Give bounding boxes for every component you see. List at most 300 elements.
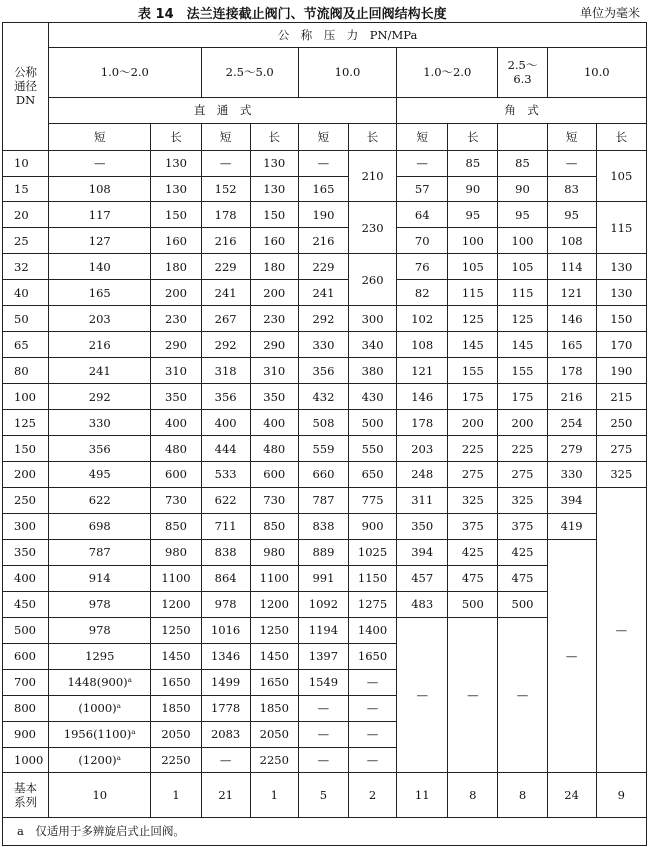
value-cell: 90 xyxy=(498,176,547,202)
value-cell: 216 xyxy=(201,228,250,254)
table-row xyxy=(3,384,647,410)
dn-cell: 1000 xyxy=(3,747,49,773)
value-cell: 325 xyxy=(448,487,498,513)
base-series-row xyxy=(3,773,647,817)
value-cell: 419 xyxy=(547,513,596,539)
value-cell: 2050 xyxy=(250,721,298,747)
dn-cell: 150 xyxy=(3,436,49,462)
dn-cell: 25 xyxy=(3,228,49,254)
footnote: a 仅适用于多辨旋启式止回阀。 xyxy=(3,817,647,845)
value-cell: 356 xyxy=(49,436,151,462)
value-cell: 105 xyxy=(448,254,498,280)
value-cell: — xyxy=(397,150,448,176)
value-cell: — xyxy=(298,695,348,721)
value-cell: 400 xyxy=(151,410,201,436)
table-row xyxy=(3,176,647,202)
value-cell: 711 xyxy=(201,513,250,539)
footnote-row xyxy=(3,817,647,845)
range-header: 10.0 xyxy=(298,47,396,97)
value-cell: 1295 xyxy=(49,643,151,669)
unit-label: 单位为毫米 xyxy=(579,6,640,20)
value-cell: 125 xyxy=(448,306,498,332)
value-cell: 480 xyxy=(250,436,298,462)
value-cell: 215 xyxy=(596,384,646,410)
value-cell: 1956(1100)ᵃ xyxy=(49,721,151,747)
value-cell: — xyxy=(348,695,396,721)
value-cell: 318 xyxy=(201,358,250,384)
dn-cell: 900 xyxy=(3,721,49,747)
value-cell: 500 xyxy=(448,591,498,617)
value-cell: 475 xyxy=(498,565,547,591)
value-cell: 325 xyxy=(498,487,547,513)
value-cell: 325 xyxy=(596,462,646,488)
dn-cell: 400 xyxy=(3,565,49,591)
value-cell: 330 xyxy=(298,332,348,358)
value-cell: 216 xyxy=(298,228,348,254)
value-cell: 200 xyxy=(498,410,547,436)
value-cell: 1448(900)ᵃ xyxy=(49,669,151,695)
value-cell: — xyxy=(298,747,348,773)
dn-cell: 300 xyxy=(3,513,49,539)
value-cell: — xyxy=(348,721,396,747)
value-cell: 1650 xyxy=(151,669,201,695)
value-cell: 980 xyxy=(151,539,201,565)
table-row xyxy=(3,202,647,228)
table-row xyxy=(3,487,647,513)
value-cell: 64 xyxy=(397,202,448,228)
dn-cell: 100 xyxy=(3,384,49,410)
value-cell: 178 xyxy=(201,202,250,228)
value-cell: 500 xyxy=(498,591,547,617)
value-cell: 430 xyxy=(348,384,396,410)
value-cell: 290 xyxy=(151,332,201,358)
long-header: 长 xyxy=(348,123,396,150)
value-cell: 1016 xyxy=(201,617,250,643)
value-cell: 1250 xyxy=(250,617,298,643)
value-cell: 152 xyxy=(201,176,250,202)
table-row xyxy=(3,332,647,358)
value-cell: 83 xyxy=(547,176,596,202)
value-cell: 394 xyxy=(547,487,596,513)
table-row xyxy=(3,280,647,306)
value-cell: 457 xyxy=(397,565,448,591)
base-series-label: 基本 系列 xyxy=(3,773,49,817)
base-series-value: 21 xyxy=(201,773,250,817)
value-cell: 600 xyxy=(250,462,298,488)
value-cell: 356 xyxy=(298,358,348,384)
value-cell: 330 xyxy=(547,462,596,488)
blank-header xyxy=(498,123,547,150)
value-cell: 130 xyxy=(250,176,298,202)
dn-cell: 500 xyxy=(3,617,49,643)
base-series-value: 8 xyxy=(448,773,498,817)
value-cell: 102 xyxy=(397,306,448,332)
value-cell: 1100 xyxy=(250,565,298,591)
value-cell: 330 xyxy=(49,410,151,436)
value-cell: — xyxy=(298,150,348,176)
value-cell: 216 xyxy=(49,332,151,358)
value-cell: 2050 xyxy=(151,721,201,747)
table-row xyxy=(3,254,647,280)
value-cell: 292 xyxy=(49,384,151,410)
value-cell: 121 xyxy=(547,280,596,306)
value-cell: 230 xyxy=(250,306,298,332)
value-cell: 1150 xyxy=(348,565,396,591)
value-cell: 1499 xyxy=(201,669,250,695)
dn-cell: 800 xyxy=(3,695,49,721)
value-cell: 310 xyxy=(151,358,201,384)
value-cell: — xyxy=(201,747,250,773)
value-cell: 730 xyxy=(151,487,201,513)
dn-cell: 10 xyxy=(3,150,49,176)
value-cell: 2083 xyxy=(201,721,250,747)
long-header: 长 xyxy=(448,123,498,150)
value-cell: 375 xyxy=(448,513,498,539)
value-cell: 216 xyxy=(547,384,596,410)
base-series-value: 2 xyxy=(348,773,396,817)
table-row xyxy=(3,462,647,488)
value-cell: 1275 xyxy=(348,591,396,617)
value-cell: 254 xyxy=(547,410,596,436)
value-cell: 121 xyxy=(397,358,448,384)
value-cell: 178 xyxy=(547,358,596,384)
value-cell: 275 xyxy=(448,462,498,488)
dn-cell: 350 xyxy=(3,539,49,565)
dn-cell: 700 xyxy=(3,669,49,695)
value-cell: 130 xyxy=(151,176,201,202)
base-series-value: 1 xyxy=(151,773,201,817)
base-series-value: 24 xyxy=(547,773,596,817)
short-header: 短 xyxy=(49,123,151,150)
value-cell: 160 xyxy=(151,228,201,254)
value-cell: 145 xyxy=(448,332,498,358)
value-cell: 375 xyxy=(498,513,547,539)
value-cell: 145 xyxy=(498,332,547,358)
value-cell: 425 xyxy=(498,539,547,565)
base-series-value: 11 xyxy=(397,773,448,817)
value-cell: 850 xyxy=(250,513,298,539)
value-cell: 480 xyxy=(151,436,201,462)
value-cell: — xyxy=(201,150,250,176)
value-cell: 1650 xyxy=(348,643,396,669)
value-cell: — xyxy=(348,669,396,695)
value-cell: 130 xyxy=(151,150,201,176)
value-cell: 150 xyxy=(151,202,201,228)
dn-cell: 125 xyxy=(3,410,49,436)
value-cell: 130 xyxy=(596,280,646,306)
value-cell: 90 xyxy=(448,176,498,202)
table-title: 表 14 法兰连接截止阀门、节流阀及止回阀结构长度 xyxy=(138,7,447,22)
value-cell: 130 xyxy=(250,150,298,176)
dn-cell: 32 xyxy=(3,254,49,280)
value-cell: 130 xyxy=(596,254,646,280)
value-cell: 146 xyxy=(397,384,448,410)
value-cell: 1450 xyxy=(151,643,201,669)
value-cell: 310 xyxy=(250,358,298,384)
value-cell: 241 xyxy=(49,358,151,384)
value-cell: 165 xyxy=(49,280,151,306)
value-cell: — xyxy=(498,617,547,773)
value-cell: 380 xyxy=(348,358,396,384)
value-cell: — xyxy=(397,617,448,773)
title-bar xyxy=(0,0,650,22)
range-header: 1.0～2.0 xyxy=(49,47,201,97)
value-cell: 229 xyxy=(201,254,250,280)
range-header: 2.5～6.3 xyxy=(498,47,547,97)
value-cell: 250 xyxy=(596,410,646,436)
table-row xyxy=(3,513,647,539)
range-header: 2.5～5.0 xyxy=(201,47,298,97)
short-header: 短 xyxy=(547,123,596,150)
value-cell: 698 xyxy=(49,513,151,539)
value-cell: 260 xyxy=(348,254,396,306)
value-cell: 300 xyxy=(348,306,396,332)
value-cell: 190 xyxy=(596,358,646,384)
value-cell: 229 xyxy=(298,254,348,280)
value-cell: 140 xyxy=(49,254,151,280)
dn-cell: 15 xyxy=(3,176,49,202)
value-cell: 483 xyxy=(397,591,448,617)
long-header: 长 xyxy=(596,123,646,150)
value-cell: (1000)ᵃ xyxy=(49,695,151,721)
value-cell: 85 xyxy=(448,150,498,176)
value-cell: 170 xyxy=(596,332,646,358)
table-row xyxy=(3,410,647,436)
dn-cell: 200 xyxy=(3,462,49,488)
value-cell: 550 xyxy=(348,436,396,462)
value-cell: 1025 xyxy=(348,539,396,565)
value-cell: 914 xyxy=(49,565,151,591)
value-cell: 991 xyxy=(298,565,348,591)
value-cell: 508 xyxy=(298,410,348,436)
value-cell: 1778 xyxy=(201,695,250,721)
value-cell: 475 xyxy=(448,565,498,591)
value-cell: 100 xyxy=(448,228,498,254)
value-cell: 105 xyxy=(596,150,646,202)
value-cell: 978 xyxy=(49,591,151,617)
value-cell: 1400 xyxy=(348,617,396,643)
value-cell: 275 xyxy=(498,462,547,488)
table-row xyxy=(3,228,647,254)
value-cell: 248 xyxy=(397,462,448,488)
value-cell: 622 xyxy=(201,487,250,513)
value-cell: 900 xyxy=(348,513,396,539)
value-cell: 165 xyxy=(547,332,596,358)
value-cell: 311 xyxy=(397,487,448,513)
dn-cell: 20 xyxy=(3,202,49,228)
value-cell: 114 xyxy=(547,254,596,280)
value-cell: 279 xyxy=(547,436,596,462)
value-cell: 108 xyxy=(547,228,596,254)
value-cell: 178 xyxy=(397,410,448,436)
value-cell: 203 xyxy=(49,306,151,332)
value-cell: 225 xyxy=(448,436,498,462)
dn-cell: 450 xyxy=(3,591,49,617)
range-header: 1.0～2.0 xyxy=(397,47,498,97)
value-cell: 787 xyxy=(298,487,348,513)
value-cell: 730 xyxy=(250,487,298,513)
value-cell: 1650 xyxy=(250,669,298,695)
base-series-value: 1 xyxy=(250,773,298,817)
value-cell: 100 xyxy=(498,228,547,254)
value-cell: 978 xyxy=(49,617,151,643)
value-cell: 787 xyxy=(49,539,151,565)
value-cell: — xyxy=(49,150,151,176)
value-cell: 864 xyxy=(201,565,250,591)
pressure-header: 公 称 压 力 PN/MPa xyxy=(49,23,647,48)
value-cell: 241 xyxy=(201,280,250,306)
value-cell: 175 xyxy=(448,384,498,410)
value-cell: 1850 xyxy=(250,695,298,721)
value-cell: (1200)ᵃ xyxy=(49,747,151,773)
value-cell: 500 xyxy=(348,410,396,436)
value-cell: 150 xyxy=(250,202,298,228)
value-cell: 108 xyxy=(49,176,151,202)
value-cell: 108 xyxy=(397,332,448,358)
long-header: 长 xyxy=(250,123,298,150)
value-cell: 127 xyxy=(49,228,151,254)
value-cell: 2250 xyxy=(151,747,201,773)
value-cell: — xyxy=(348,747,396,773)
value-cell: 275 xyxy=(596,436,646,462)
value-cell: 225 xyxy=(498,436,547,462)
value-cell: 622 xyxy=(49,487,151,513)
base-series-value: 9 xyxy=(596,773,646,817)
value-cell: 115 xyxy=(596,202,646,254)
long-header: 长 xyxy=(151,123,201,150)
valve-length-table xyxy=(2,22,647,846)
value-cell: — xyxy=(547,150,596,176)
value-cell: 57 xyxy=(397,176,448,202)
value-cell: 200 xyxy=(151,280,201,306)
dn-cell: 40 xyxy=(3,280,49,306)
value-cell: — xyxy=(547,539,596,773)
value-cell: 1194 xyxy=(298,617,348,643)
value-cell: 95 xyxy=(448,202,498,228)
range-header: 10.0 xyxy=(547,47,646,97)
value-cell: 160 xyxy=(250,228,298,254)
value-cell: 394 xyxy=(397,539,448,565)
table-row xyxy=(3,358,647,384)
value-cell: 115 xyxy=(448,280,498,306)
value-cell: 165 xyxy=(298,176,348,202)
value-cell: 850 xyxy=(151,513,201,539)
value-cell: 350 xyxy=(151,384,201,410)
value-cell: 1397 xyxy=(298,643,348,669)
value-cell: 210 xyxy=(348,150,396,202)
value-cell: 292 xyxy=(298,306,348,332)
value-cell: 980 xyxy=(250,539,298,565)
dn-cell: 65 xyxy=(3,332,49,358)
value-cell: 1200 xyxy=(151,591,201,617)
value-cell: 1092 xyxy=(298,591,348,617)
value-cell: 241 xyxy=(298,280,348,306)
table-row xyxy=(3,306,647,332)
value-cell: 340 xyxy=(348,332,396,358)
value-cell: 82 xyxy=(397,280,448,306)
value-cell: 115 xyxy=(498,280,547,306)
straight-type-header: 直 通 式 xyxy=(49,97,397,123)
value-cell: 1200 xyxy=(250,591,298,617)
value-cell: 76 xyxy=(397,254,448,280)
table-row xyxy=(3,150,647,176)
value-cell: 267 xyxy=(201,306,250,332)
value-cell: 70 xyxy=(397,228,448,254)
value-cell: 775 xyxy=(348,487,396,513)
value-cell: 1250 xyxy=(151,617,201,643)
value-cell: 230 xyxy=(151,306,201,332)
value-cell: 180 xyxy=(250,254,298,280)
value-cell: 1346 xyxy=(201,643,250,669)
base-series-value: 8 xyxy=(498,773,547,817)
dn-cell: 600 xyxy=(3,643,49,669)
short-header: 短 xyxy=(201,123,250,150)
dn-cell: 80 xyxy=(3,358,49,384)
table-row xyxy=(3,436,647,462)
value-cell: 190 xyxy=(298,202,348,228)
value-cell: 200 xyxy=(448,410,498,436)
value-cell: 444 xyxy=(201,436,250,462)
value-cell: 650 xyxy=(348,462,396,488)
value-cell: 85 xyxy=(498,150,547,176)
value-cell: 660 xyxy=(298,462,348,488)
value-cell: 150 xyxy=(596,306,646,332)
value-cell: 230 xyxy=(348,202,396,254)
value-cell: 95 xyxy=(547,202,596,228)
value-cell: 1100 xyxy=(151,565,201,591)
value-cell: — xyxy=(448,617,498,773)
value-cell: 117 xyxy=(49,202,151,228)
value-cell: 1549 xyxy=(298,669,348,695)
value-cell: 350 xyxy=(250,384,298,410)
value-cell: 95 xyxy=(498,202,547,228)
table-row xyxy=(3,539,647,565)
value-cell: 125 xyxy=(498,306,547,332)
value-cell: 600 xyxy=(151,462,201,488)
short-header: 短 xyxy=(298,123,348,150)
short-header: 短 xyxy=(397,123,448,150)
value-cell: 292 xyxy=(201,332,250,358)
dn-cell: 250 xyxy=(3,487,49,513)
value-cell: 838 xyxy=(298,513,348,539)
value-cell: 1850 xyxy=(151,695,201,721)
value-cell: 180 xyxy=(151,254,201,280)
value-cell: 350 xyxy=(397,513,448,539)
value-cell: 889 xyxy=(298,539,348,565)
dn-cell: 50 xyxy=(3,306,49,332)
value-cell: 200 xyxy=(250,280,298,306)
dn-header: 公称 通径 DN xyxy=(3,23,49,151)
value-cell: 146 xyxy=(547,306,596,332)
base-series-value: 10 xyxy=(49,773,151,817)
base-series-value: 5 xyxy=(298,773,348,817)
value-cell: 400 xyxy=(201,410,250,436)
value-cell: 838 xyxy=(201,539,250,565)
value-cell: 533 xyxy=(201,462,250,488)
value-cell: 432 xyxy=(298,384,348,410)
value-cell: 559 xyxy=(298,436,348,462)
value-cell: 2250 xyxy=(250,747,298,773)
value-cell: — xyxy=(596,487,646,772)
value-cell: 203 xyxy=(397,436,448,462)
angle-type-header: 角 式 xyxy=(397,97,647,123)
value-cell: 105 xyxy=(498,254,547,280)
value-cell: 1450 xyxy=(250,643,298,669)
value-cell: 400 xyxy=(250,410,298,436)
value-cell: 495 xyxy=(49,462,151,488)
value-cell: 155 xyxy=(498,358,547,384)
value-cell: — xyxy=(298,721,348,747)
